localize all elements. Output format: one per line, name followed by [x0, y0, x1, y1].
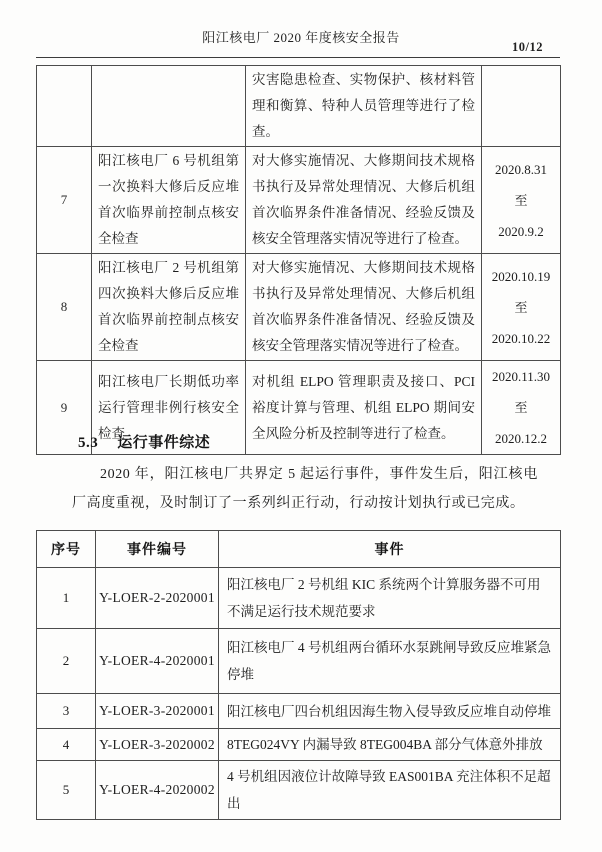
- event-no: 2: [37, 629, 96, 694]
- date-end: 2020.12.2: [495, 431, 547, 446]
- event-no: 5: [37, 761, 96, 820]
- event-id: Y-LOER-3-2020002: [96, 729, 219, 761]
- event-description: 阳江核电厂四台机组因海生物入侵导致反应堆自动停堆: [219, 694, 561, 729]
- section-heading: [78, 431, 210, 452]
- summary-paragraph: 2020 年，阳江核电厂共界定 5 起运行事件，事件发生后，阳江核电厂高度重视，及时制订了一系列纠正行动，行动按计划执行或已完成。: [72, 467, 538, 511]
- date-end: 2020.9.2: [498, 223, 544, 239]
- section-title: 运行事件综述: [117, 435, 211, 451]
- date-start: 2020.8.31: [495, 161, 547, 177]
- inspection-content: 灾害隐患检查、实物保护、核材料管理和衡算、特种人员管理等进行了检查。: [246, 66, 482, 147]
- event-table: [36, 530, 561, 820]
- event-id: Y-LOER-4-2020002: [96, 761, 219, 820]
- date-start: 2020.10.19: [491, 268, 551, 284]
- date-to: 至: [514, 299, 528, 315]
- date-to: 至: [514, 400, 528, 415]
- event-table-header-row: [37, 531, 561, 568]
- page-number: 10/12: [512, 40, 543, 54]
- event-description: 4 号机组因液位计故障导致 EAS001BA 充注体积不足超出: [219, 761, 561, 820]
- date-to: 至: [514, 192, 528, 208]
- table-row: [37, 147, 561, 254]
- event-description: 阳江核电厂 2 号机组 KIC 系统两个计算服务器不可用不满足运行技术规范要求: [219, 568, 561, 629]
- document-header-title: 阳江核电厂 2020 年度核安全报告: [202, 30, 400, 45]
- table-row: [37, 761, 561, 820]
- inspection-content: 对机组 ELPO 管理职责及接口、PCI 裕度计算与管理、机组 ELPO 期间安全风险分析及控制等进行了检查。: [246, 361, 482, 455]
- table-row: [37, 254, 561, 361]
- inspection-scope: 阳江核电厂 6 号机组第一次换料大修后反应堆首次临界前控制点核安全检查: [92, 147, 246, 254]
- column-header-event: 事件: [219, 531, 561, 568]
- inspection-no: 8: [37, 254, 92, 361]
- event-description: 8TEG024VY 内漏导致 8TEG004BA 部分气体意外排放: [219, 729, 561, 761]
- inspection-scope: 阳江核电厂长期低功率运行管理非例行核安全检查: [92, 361, 246, 455]
- inspection-content: 对大修实施情况、大修期间技术规格书执行及异常处理情况、大修后机组首次临界条件准备情况、经验反馈及核安全管理落实情况等进行了检查。: [246, 147, 482, 254]
- table-row: [37, 729, 561, 761]
- inspection-no: 9: [37, 361, 92, 455]
- event-id: Y-LOER-3-2020001: [96, 694, 219, 729]
- event-no: 1: [37, 568, 96, 629]
- table-row: [37, 694, 561, 729]
- column-header-id: 事件编号: [96, 531, 219, 568]
- event-id: Y-LOER-4-2020001: [96, 629, 219, 694]
- inspection-no: [37, 66, 92, 147]
- inspection-table: [36, 65, 561, 455]
- inspection-dates: [482, 361, 561, 455]
- table-row: [37, 66, 561, 147]
- table-continuation-rule: [36, 57, 560, 58]
- table-row: [37, 629, 561, 694]
- inspection-dates: [482, 147, 561, 254]
- date-end: 2020.10.22: [491, 330, 551, 346]
- date-start: 2020.11.30: [491, 369, 551, 384]
- inspection-scope: 阳江核电厂 2 号机组第四次换料大修后反应堆首次临界前控制点核安全检查: [92, 254, 246, 361]
- event-no: 3: [37, 694, 96, 729]
- inspection-no: 7: [37, 147, 92, 254]
- inspection-scope: [92, 66, 246, 147]
- event-no: 4: [37, 729, 96, 761]
- section-number: 5.3: [78, 435, 99, 451]
- inspection-dates: [482, 254, 561, 361]
- column-header-no: 序号: [37, 531, 96, 568]
- inspection-content: 对大修实施情况、大修期间技术规格书执行及异常处理情况、大修后机组首次临界条件准备情况、经验反馈及核安全管理落实情况等进行了检查。: [246, 254, 482, 361]
- event-description: 阳江核电厂 4 号机组两台循环水泵跳闸导致反应堆紧急停堆: [219, 629, 561, 694]
- inspection-dates: [482, 66, 561, 147]
- event-id: Y-LOER-2-2020001: [96, 568, 219, 629]
- table-row: [37, 568, 561, 629]
